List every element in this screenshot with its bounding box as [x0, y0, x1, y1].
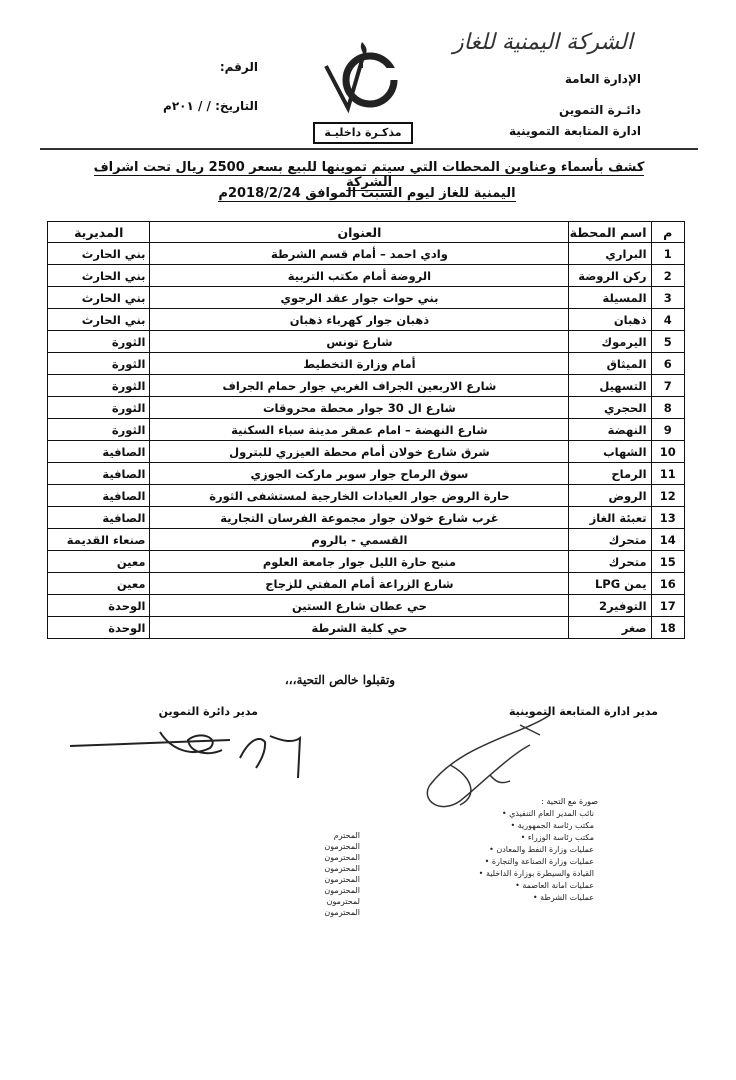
copy-recipient: عمليات وزارة الصناعة والتجارة •: [384, 856, 594, 868]
station-address: بني حوات جوار عقد الرجوي: [150, 287, 569, 309]
station-district: الثورة: [48, 375, 150, 397]
row-number: 18: [651, 617, 684, 639]
station-district: بني الحارث: [48, 287, 150, 309]
station-address: شرق شارع خولان أمام محطة العيزري للبترول: [150, 441, 569, 463]
table-row: [48, 265, 685, 287]
table-row: [48, 287, 685, 309]
station-name: متحرك: [569, 529, 651, 551]
station-district: الصافية: [48, 463, 150, 485]
station-district: الوحدة: [48, 595, 150, 617]
table-row: [48, 441, 685, 463]
header-number: م: [651, 222, 684, 243]
row-number: 4: [651, 309, 684, 331]
copy-honorific: لمحترمون: [326, 897, 360, 906]
table-row: [48, 331, 685, 353]
station-district: معين: [48, 573, 150, 595]
row-number: 3: [651, 287, 684, 309]
title-line-1-text: كشف بأسماء وعناوين المحطات التي سيتم تموينها للبيع بسعر 2500 ريال تحت اشراف الشركة: [93, 160, 645, 190]
general-management: الإدارة العامة: [564, 72, 641, 86]
station-address: شارع النهضة – امام عمقر مدينة سباء السكنية: [150, 419, 569, 441]
station-district: الثورة: [48, 353, 150, 375]
copy-recipient: مكتب رئاسة الجمهورية •: [384, 820, 594, 832]
station-address: الروضة أمام مكتب التربية: [150, 265, 569, 287]
row-number: 8: [651, 397, 684, 419]
station-address: شارع ال 30 جوار محطة محروقات: [150, 397, 569, 419]
station-address: أمام وزارة التخطيط: [150, 353, 569, 375]
station-address: ذهبان جوار كهرباء ذهبان: [150, 309, 569, 331]
row-number: 13: [651, 507, 684, 529]
station-name: اليرموك: [569, 331, 651, 353]
table-row: [48, 485, 685, 507]
signature-title-supply-manager: مدير دائرة التموين: [158, 705, 258, 718]
station-name: الروض: [569, 485, 651, 507]
station-district: الصافية: [48, 441, 150, 463]
closing-greeting: وتقبلوا خالص التحية،،،: [284, 673, 396, 687]
table-row: [48, 573, 685, 595]
table-row: [48, 419, 685, 441]
station-district: معين: [48, 551, 150, 573]
copies-title: صورة مع التحية :: [541, 797, 598, 806]
copy-recipient: نائب المدير العام التنفيذي •: [384, 808, 594, 820]
header-divider: [40, 148, 698, 150]
date-label: التاريخ: / / ٢٠١م: [163, 99, 258, 113]
station-district: الثورة: [48, 397, 150, 419]
copy-honorific: المحترمون: [324, 853, 360, 862]
station-district: بني الحارث: [48, 309, 150, 331]
supply-department: دائـرة التموين: [559, 103, 641, 117]
table-row: [48, 507, 685, 529]
internal-memo-label: مذكـرة داخليـة: [313, 122, 413, 144]
row-number: 11: [651, 463, 684, 485]
company-logo-icon: [318, 38, 408, 118]
station-address: وادي احمد – أمام قسم الشرطة: [150, 243, 569, 265]
station-name: ركن الروضة: [569, 265, 651, 287]
station-address: سوق الرماح جوار سوبر ماركت الجوزي: [150, 463, 569, 485]
station-district: صنعاء القديمة: [48, 529, 150, 551]
station-name: التسهيل: [569, 375, 651, 397]
row-number: 15: [651, 551, 684, 573]
station-district: بني الحارث: [48, 265, 150, 287]
row-number: 5: [651, 331, 684, 353]
header-district: المديرية: [48, 222, 150, 243]
copy-honorific: المحترمون: [324, 842, 360, 851]
station-name: الميثاق: [569, 353, 651, 375]
station-address: حي عطان شارع الستين: [150, 595, 569, 617]
station-name: ذهبان: [569, 309, 651, 331]
row-number: 16: [651, 573, 684, 595]
table-row: [48, 243, 685, 265]
company-name: الشركة اليمنية للغاز: [452, 30, 633, 55]
row-number: 2: [651, 265, 684, 287]
row-number: 12: [651, 485, 684, 507]
station-name: الحجري: [569, 397, 651, 419]
supply-followup-unit: ادارة المتابعة التموينية: [508, 124, 641, 138]
station-address: منبح حارة الليل جوار جامعة العلوم: [150, 551, 569, 573]
station-address: غرب شارع خولان جوار مجموعة الفرسان التجارية: [150, 507, 569, 529]
table-row: [48, 617, 685, 639]
copy-recipient: عمليات الشرطة •: [384, 892, 594, 904]
row-number: 7: [651, 375, 684, 397]
station-address: القسمي - بالروم: [150, 529, 569, 551]
followup-manager-signature-icon: [400, 705, 570, 825]
copy-recipient: القيادة والسيطرة بوزارة الداخلية •: [384, 868, 594, 880]
header-address: العنوان: [150, 222, 569, 243]
copy-honorific: المحترمون: [324, 908, 360, 917]
row-number: 1: [651, 243, 684, 265]
station-district: الصافية: [48, 485, 150, 507]
station-name: البراري: [569, 243, 651, 265]
title-line-2-text: اليمنية للغاز ليوم السبت الموافق 2018/2/24م: [218, 186, 516, 201]
station-name: النهضة: [569, 419, 651, 441]
row-number: 6: [651, 353, 684, 375]
station-district: الوحدة: [48, 617, 150, 639]
station-name: تعبئة الغاز: [569, 507, 651, 529]
station-address: شارع الاربعين الجراف الغربي جوار حمام الجراف: [150, 375, 569, 397]
table-row: [48, 309, 685, 331]
table-row: [48, 529, 685, 551]
table-row: [48, 463, 685, 485]
station-name: يمن LPG: [569, 573, 651, 595]
station-district: الثورة: [48, 331, 150, 353]
station-address: حي كلية الشرطة: [150, 617, 569, 639]
table-row: [48, 595, 685, 617]
station-address: شارع تونس: [150, 331, 569, 353]
copy-recipient: عمليات امانة العاصمة •: [384, 880, 594, 892]
station-district: الثورة: [48, 419, 150, 441]
copy-recipient: عمليات وزارة النفط والمعادن •: [384, 844, 594, 856]
row-number: 17: [651, 595, 684, 617]
copies-recipient-list: [384, 808, 594, 904]
station-name: متحرك: [569, 551, 651, 573]
station-address: شارع الزراعة أمام المفتي للزجاج: [150, 573, 569, 595]
station-name: المسيلة: [569, 287, 651, 309]
header-station-name: اسم المحطة: [569, 222, 651, 243]
station-name: الرماح: [569, 463, 651, 485]
station-name: صغر: [569, 617, 651, 639]
copy-honorific: المحترمون: [324, 864, 360, 873]
station-name: التوفير2: [569, 595, 651, 617]
table-row: [48, 551, 685, 573]
supply-manager-signature-icon: [60, 718, 320, 778]
reference-label: الرقم:: [219, 60, 258, 74]
row-number: 10: [651, 441, 684, 463]
stations-table: [47, 221, 685, 639]
station-address: حارة الروض جوار العيادات الخارجية لمستشفى الثورة: [150, 485, 569, 507]
copy-recipient: مكتب رئاسة الوزراء •: [384, 832, 594, 844]
row-number: 9: [651, 419, 684, 441]
station-name: الشهاب: [569, 441, 651, 463]
copies-honorifics: [300, 830, 360, 918]
table-header-row: [48, 222, 685, 243]
copy-honorific: المحترمون: [324, 886, 360, 895]
copy-honorific: المحترمون: [324, 875, 360, 884]
copy-honorific: المحترم: [333, 831, 360, 840]
table-row: [48, 397, 685, 419]
station-district: الصافية: [48, 507, 150, 529]
table-row: [48, 375, 685, 397]
station-district: بني الحارث: [48, 243, 150, 265]
row-number: 14: [651, 529, 684, 551]
signature-title-followup-manager: مدير ادارة المتابعة التموينية: [509, 705, 658, 718]
table-row: [48, 353, 685, 375]
title-line-2: [150, 186, 584, 201]
